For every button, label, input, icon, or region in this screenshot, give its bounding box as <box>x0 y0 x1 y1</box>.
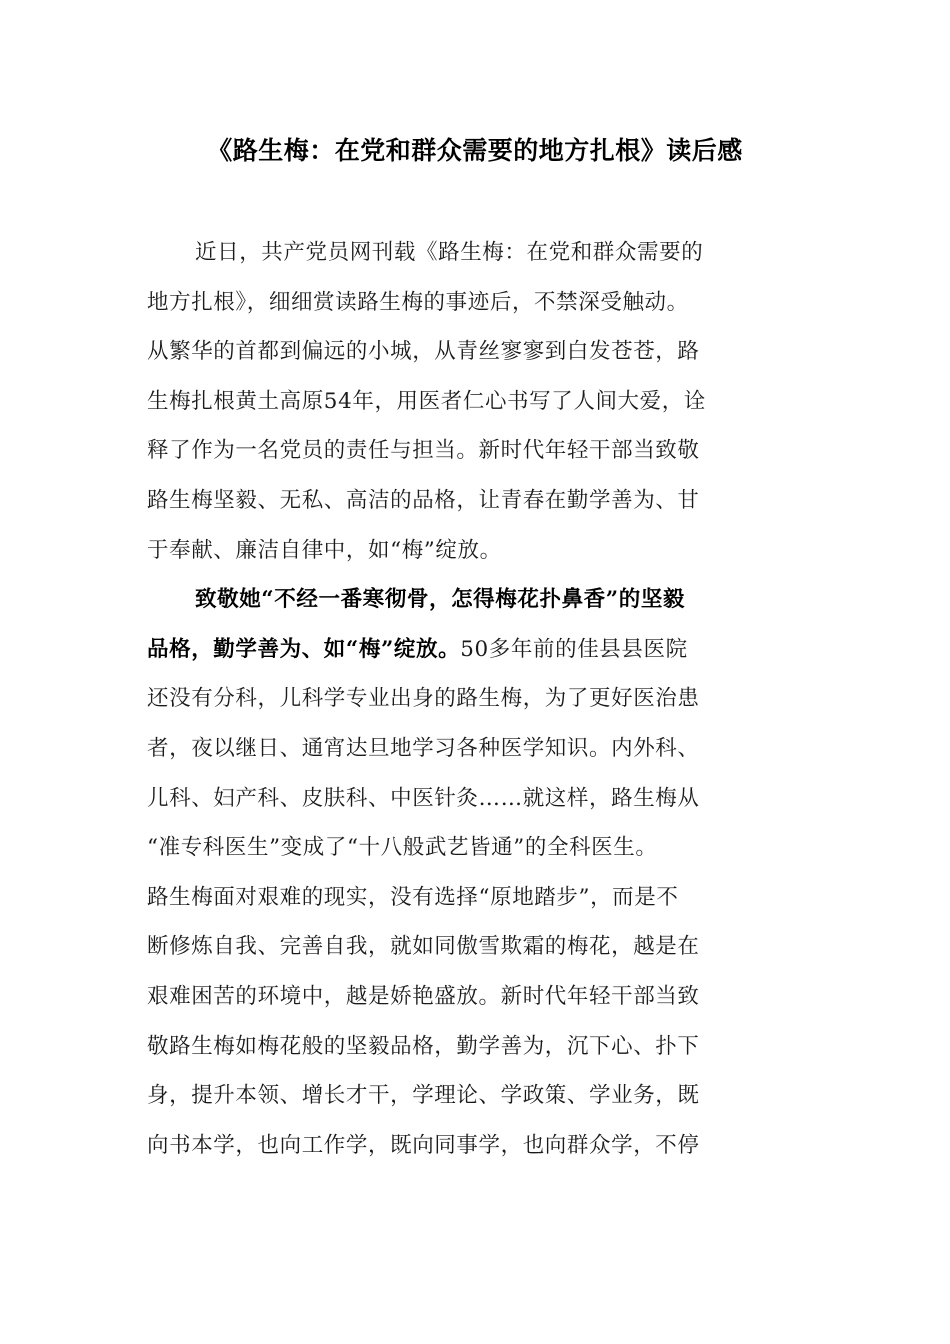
text-line: 艰难困苦的环境中，越是娇艳盛放。新时代年轻干部当致 <box>147 983 700 1009</box>
text-line: 近日，共产党员网刊载《路生梅：在党和群众需要的 <box>195 240 704 265</box>
text-line: 还没有分科，儿科学专业出身的路生梅，为了更好医治患 <box>147 686 700 712</box>
text-line: 敬路生梅如梅花般的坚毅品格，勤学善为，沉下心、扑下 <box>147 1033 700 1059</box>
section-heading-continued: 品格，勤学善为、如“梅”绽放。 <box>147 636 461 662</box>
text-run: 50多年前的佳县县医院 <box>460 636 688 662</box>
paragraph-intro <box>147 228 797 575</box>
text-line: 身，提升本领、增长才干，学理论、学政策、学业务，既 <box>147 1083 700 1109</box>
document-body <box>147 228 797 1170</box>
paragraph-section-1 <box>147 575 797 1170</box>
text-line: 者，夜以继日、通宵达旦地学习各种医学知识。内外科、 <box>147 735 700 761</box>
text-line: 路生梅坚毅、无私、高洁的品格，让青春在勤学善为、甘 <box>147 487 700 513</box>
text-line: “准专科医生”变成了“十八般武艺皆通”的全科医生。 <box>147 835 658 861</box>
text-line: 生梅扎根黄土高原54年，用医者仁心书写了人间大爱，诠 <box>147 388 706 414</box>
text-line: 释了作为一名党员的责任与担当。新时代年轻干部当致敬 <box>147 438 700 464</box>
text-line: 路生梅面对艰难的现实，没有选择“原地踏步”，而是不 <box>147 884 679 910</box>
text-line: 向书本学，也向工作学，既向同事学，也向群众学，不停 <box>147 1132 700 1158</box>
text-line: 地方扎根》，细细赏读路生梅的事迹后，不禁深受触动。 <box>147 289 689 315</box>
section-heading: 致敬她“不经一番寒彻骨，怎得梅花扑鼻香”的坚毅 <box>195 587 686 613</box>
text-line: 儿科、妇产科、皮肤科、中医针灸……就这样，路生梅从 <box>147 785 700 811</box>
text-line: 断修炼自我、完善自我，就如同傲雪欺霜的梅花，越是在 <box>147 934 700 960</box>
page-title: 《路生梅：在党和群众需要的地方扎根》读后感 <box>207 136 743 165</box>
text-line <box>147 625 797 675</box>
text-line: 于奉献、廉洁自律中，如“梅”绽放。 <box>147 537 502 563</box>
text-line: 从繁华的首都到偏远的小城，从青丝寥寥到白发苍苍，路 <box>147 339 700 365</box>
